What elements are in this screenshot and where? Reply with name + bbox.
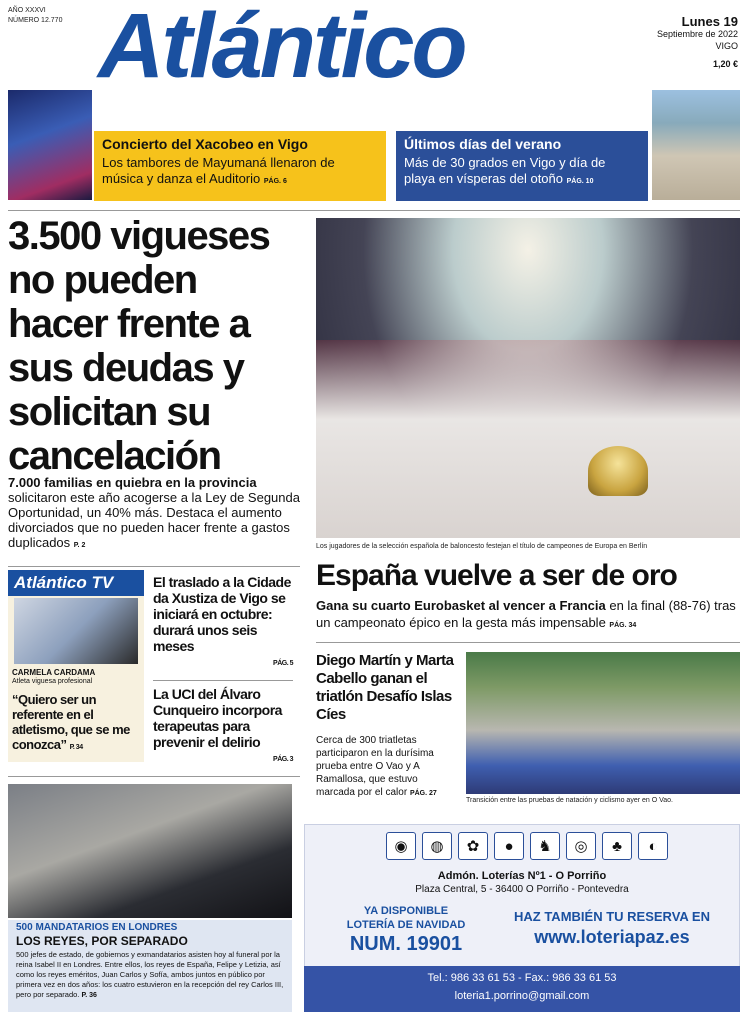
athlete-name: CARMELA CARDAMA (12, 668, 96, 677)
tv-title: Atlántico TV (8, 570, 144, 596)
story-headline: La UCI del Álvaro Cunqueiro incorpora terapeutas para prevenir el delirio (153, 686, 282, 750)
sports-headline[interactable]: España vuelve a ser de oro (316, 559, 677, 592)
teaser-concert[interactable] (94, 131, 386, 201)
teaser-summer[interactable] (396, 131, 648, 201)
teaser-text: Los tambores de Mayumaná llenaron de música y danza el Auditorio (102, 155, 335, 186)
lottery-icon: ● (494, 832, 524, 860)
page-ref: PÁG. 5 (273, 660, 293, 667)
day-label: Lunes 19 (681, 14, 738, 29)
beach-photo[interactable] (652, 90, 740, 200)
teaser-text: Más de 30 grados en Vigo y día de playa en vísperas del otoño (404, 155, 606, 186)
lottery-icon: ◎ (566, 832, 596, 860)
ad-line1: YA DISPONIBLE (363, 905, 449, 917)
athlete-photo[interactable] (14, 598, 138, 664)
ad-reserve-text: HAZ TAMBIÉN TU RESERVA EN (514, 909, 710, 924)
athlete-role: Atleta viguesa profesional (12, 678, 93, 685)
page-ref: P. 36 (81, 992, 97, 999)
ad-address: Plaza Central, 5 - 36400 O Porriño - Pontevedra (415, 884, 629, 895)
triathlon-summary (316, 734, 458, 800)
page-ref: P. 2 (73, 542, 86, 549)
story-justice[interactable] (153, 574, 293, 672)
photo-caption: Los jugadores de la selección española de baloncesto festejan el título de campeones de Europa en Berlín (316, 543, 648, 550)
main-lead: 7.000 familias en quiebra en la provincia (8, 475, 257, 490)
page-ref: PÁG. 6 (263, 178, 287, 185)
lottery-icon: ✿ (458, 832, 488, 860)
sports-subhead (316, 597, 740, 634)
ad-business-name: Admón. Loterías Nº1 - O Porriño (437, 870, 607, 882)
price-label: 1,20 € (712, 59, 738, 69)
royals-kicker: 500 MANDATARIOS EN LONDRES (16, 922, 178, 933)
page-ref: PÁG. 27 (409, 790, 437, 797)
ad-email[interactable]: loteria1.porrino@gmail.com (454, 990, 590, 1002)
team-players (316, 340, 740, 538)
triathlon-photo[interactable] (466, 652, 740, 794)
month-year: Septiembre de 2022 (656, 29, 738, 39)
lottery-icon: ◍ (422, 832, 452, 860)
ad-phone: Tel.: 986 33 61 53 - Fax.: 986 33 61 53 (427, 972, 617, 984)
masthead-meta (8, 6, 62, 26)
story-headline: El traslado a la Cidade da Xustiza de Vigo se iniciará en octubre: durará unos seis meses (153, 574, 291, 654)
divider (153, 680, 293, 681)
page-ref: P. 34 (69, 744, 83, 751)
ad-reserve (494, 908, 730, 948)
main-summary (8, 475, 300, 553)
city-label: VIGO (715, 41, 738, 51)
sports-sub-text: en la final (88-76) tras un campeonato épico en la gesta más impensable (316, 598, 736, 630)
page-ref: PÁG. 10 (566, 178, 594, 185)
page-ref: PÁG. 34 (609, 622, 637, 629)
ad-url[interactable]: www.loteriapaz.es (534, 927, 690, 947)
ad-contact-bar (304, 966, 740, 1012)
divider (316, 642, 740, 643)
main-headline[interactable]: 3.500 vigueses no pueden hacer frente a sus deudas y solicitan su cancelación (8, 214, 270, 478)
lottery-icon: ◐ (638, 832, 668, 860)
royals-headline: LOS REYES, POR SEPARADO (16, 934, 188, 948)
ad-number: NUM. 19901 (349, 933, 463, 955)
ad-christmas (320, 904, 492, 956)
year-label: AÑO XXXVI (8, 7, 46, 14)
divider (8, 776, 300, 777)
story-uci[interactable] (153, 686, 293, 768)
page-ref: PÁG. 3 (273, 756, 293, 763)
divider (8, 210, 740, 211)
divider (8, 566, 300, 567)
triathlon-text: Cerca de 300 triatletas participaron en la durísima prueba entre O Vao y A Ramallosa, que estuvo marcada por el calor (316, 735, 434, 798)
royals-text: 500 jefes de estado, de gobiernos y exmandatarios asisten hoy al funeral por la reina Isabel II en Londres. Entre ellos, los reyes de España, Felipe y Letizia, así como los reyes eméritos, Juan Carlos y Sofía, ambos juntos en público por primera vez en dos años: los cuatro estuvieron en la recepción del rey Carlos III, pero por separado. (16, 950, 284, 999)
trophy-icon (588, 446, 648, 496)
lottery-icon: ◉ (386, 832, 416, 860)
issue-number: NÚMERO 12.770 (8, 17, 63, 24)
teaser-headline: Concierto del Xacobeo en Vigo (102, 136, 308, 152)
ad-line2: LOTERÍA DE NAVIDAD (346, 919, 466, 931)
royals-photo[interactable] (8, 784, 292, 918)
basketball-team-photo[interactable] (316, 218, 740, 538)
newspaper-logo: Atlántico (98, 0, 465, 97)
triathlon-headline[interactable]: Diego Martín y Marta Cabello ganan el triatlón Desafío Islas Cíes (316, 652, 454, 723)
date-block (657, 16, 738, 70)
teaser-headline: Últimos días del verano (404, 136, 562, 152)
royals-box[interactable] (8, 920, 292, 1012)
lottery-icon: ♞ (530, 832, 560, 860)
main-text: solicitaron este año acogerse a la Ley de Segunda Oportunidad, un 40% más. Destaca el aumento divorciados que no pueden hacer frente a gastos duplicados (8, 490, 300, 550)
concert-photo[interactable] (8, 90, 92, 200)
sports-sub-bold: Gana su cuarto Eurobasket al vencer a Francia (316, 598, 606, 613)
lottery-icons (386, 832, 668, 860)
quote-text: “Quiero ser un referente en el atletismo, que se me conozca” (12, 692, 130, 752)
athlete-quote (12, 692, 142, 755)
triathlon-caption: Transición entre las pruebas de natación y ciclismo ayer en O Vao. (466, 797, 673, 804)
lottery-icon: ♣ (602, 832, 632, 860)
